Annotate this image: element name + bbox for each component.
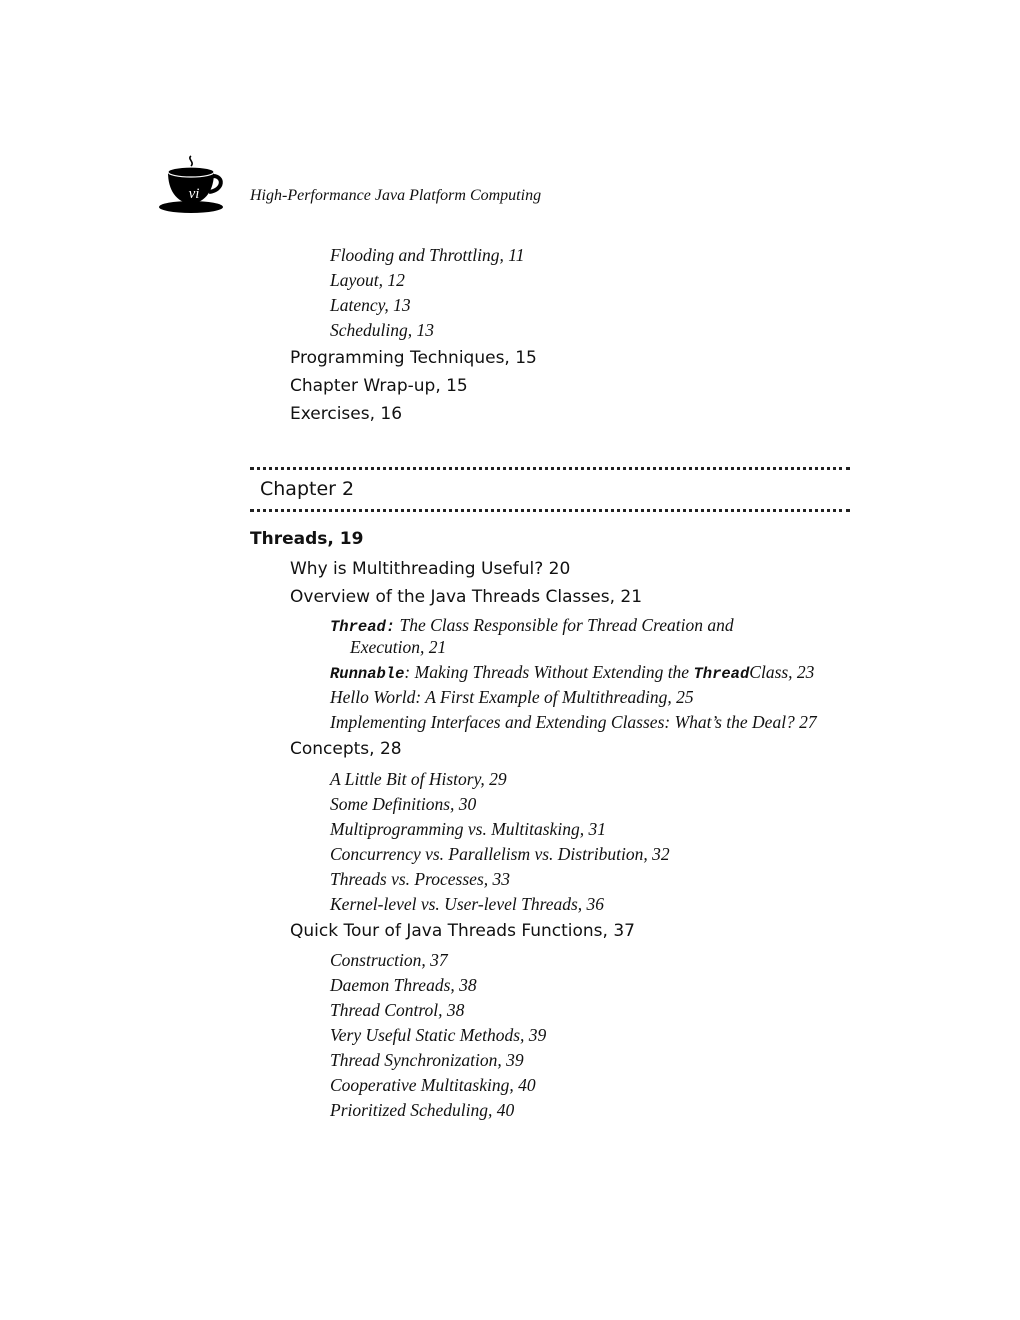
toc-subsection[interactable]: Concurrency vs. Parallelism vs. Distribution, 32 bbox=[330, 844, 670, 864]
toc-subsection[interactable]: Layout, 12 bbox=[330, 270, 405, 290]
toc-section[interactable]: Quick Tour of Java Threads Functions, 37 bbox=[290, 921, 635, 941]
toc-subsection[interactable]: Implementing Interfaces and Extending Classes: What’s the Deal? 27 bbox=[330, 712, 817, 732]
toc-section[interactable]: Chapter Wrap-up, 15 bbox=[290, 376, 468, 396]
toc-subsection[interactable]: Construction, 37 bbox=[330, 950, 448, 970]
toc-subsection[interactable]: Very Useful Static Methods, 39 bbox=[330, 1025, 547, 1045]
toc-subsection[interactable]: Scheduling, 13 bbox=[330, 320, 435, 340]
toc-subsection[interactable]: Threads vs. Processes, 33 bbox=[330, 869, 511, 889]
toc-subsection-continuation[interactable]: Execution, 21 bbox=[350, 637, 447, 657]
toc-subsection[interactable]: Flooding and Throttling, 11 bbox=[330, 245, 525, 265]
code-term: Runnable bbox=[330, 665, 405, 683]
toc-subsection[interactable]: Some Definitions, 30 bbox=[330, 794, 477, 814]
toc-subsection[interactable]: Thread Control, 38 bbox=[330, 1000, 465, 1020]
entry-text: The Class Responsible for Thread Creation and bbox=[395, 615, 734, 635]
toc-subsection[interactable]: Kernel-level vs. User-level Threads, 36 bbox=[330, 894, 605, 914]
entry-text: Class, 23 bbox=[749, 662, 815, 682]
coffee-cup-icon bbox=[158, 152, 230, 216]
toc-subsection[interactable]: Multiprogramming vs. Multitasking, 31 bbox=[330, 819, 606, 839]
toc-section[interactable]: Exercises, 16 bbox=[290, 404, 403, 424]
page-number: vi bbox=[188, 186, 200, 202]
toc-subsection[interactable]: Latency, 13 bbox=[330, 295, 411, 315]
toc-section[interactable]: Concepts, 28 bbox=[290, 739, 402, 759]
dotted-rule-bottom bbox=[250, 509, 850, 512]
toc-subsection[interactable]: Thread Synchronization, 39 bbox=[330, 1050, 524, 1070]
chapter-label: Chapter 2 bbox=[260, 478, 355, 500]
toc-section[interactable]: Programming Techniques, 15 bbox=[290, 348, 537, 368]
code-term: Thread bbox=[693, 665, 750, 683]
toc-subsection[interactable]: A Little Bit of History, 29 bbox=[330, 769, 507, 789]
chapter-title[interactable]: Threads, 19 bbox=[250, 529, 364, 549]
toc-subsection[interactable]: Cooperative Multitasking, 40 bbox=[330, 1075, 536, 1095]
toc-subsection-runnable[interactable] bbox=[330, 662, 814, 683]
dotted-rule-top bbox=[250, 467, 850, 470]
entry-text: : Making Threads Without Extending the bbox=[404, 662, 694, 682]
toc-subsection[interactable]: Daemon Threads, 38 bbox=[330, 975, 477, 995]
running-title: High-Performance Java Platform Computing bbox=[250, 187, 542, 204]
toc-subsection-thread[interactable] bbox=[330, 615, 734, 636]
page-header bbox=[158, 152, 758, 216]
code-term: Thread: bbox=[330, 618, 396, 636]
toc-section[interactable]: Overview of the Java Threads Classes, 21 bbox=[290, 587, 643, 607]
toc-subsection[interactable]: Hello World: A First Example of Multithreading, 25 bbox=[330, 687, 694, 707]
toc-section[interactable]: Why is Multithreading Useful? 20 bbox=[290, 559, 571, 579]
toc-subsection[interactable]: Prioritized Scheduling, 40 bbox=[330, 1100, 515, 1120]
